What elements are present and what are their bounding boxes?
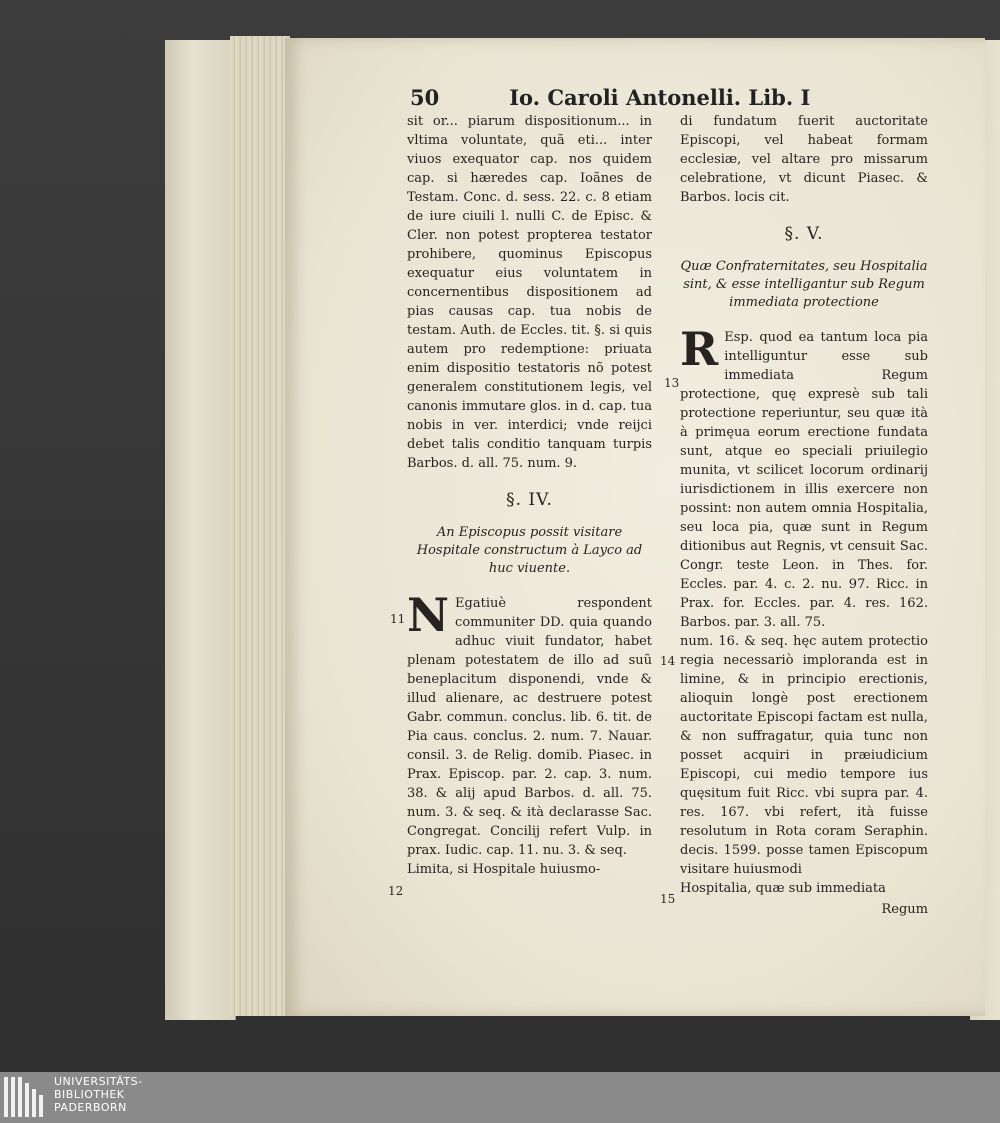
right-column <box>680 112 928 919</box>
margin-number-11: 11 <box>390 612 406 626</box>
book-spine-edge <box>165 40 236 1020</box>
section-heading-iv: §. IV. <box>506 490 553 510</box>
right-paragraph-1: di fundatum fuerit auctoritate Episcopi, vel habeat formam ecclesiæ, vel altare pro missarum celebratione, vt dicunt Piasec. & Barbos. locis cit. <box>680 114 928 205</box>
library-name-line1: UNIVERSITÄTS- <box>54 1075 143 1088</box>
library-name-line3: PADERBORN <box>54 1101 127 1114</box>
section-title-v: Quæ Confraternitates, seu Hospitalia sint, & esse intelligantur sub Regum immediata protectione <box>680 259 928 310</box>
right-paragraph-3: num. 16. & seq. hęc autem protectio regia necessariò imploranda est in limine, & in principio erectionis, alioquin longè post erectionem auctoritate Episcopi factam est nulla, & non suffragatur, quia tunc non posset acquiri in præiudicium Episcopi, cui medio tempore ius quęsitum fuit Ricc. vbi supra par. 4. res. 167. vbi refert, ità fuisse resolutum in Rota coram Seraphin. decis. 1599. posse tamen Episcopum visitare huiusmodi <box>680 634 928 877</box>
library-name-line2: BIBLIOTHEK <box>54 1088 125 1101</box>
left-paragraph-2 <box>407 588 652 860</box>
running-header <box>410 85 811 113</box>
right-paragraph-2 <box>680 322 928 632</box>
dropcap-n: N <box>407 588 450 642</box>
margin-number-13: 13 <box>664 376 680 390</box>
left-paragraph-2-text: Egatiuè respondent communiter DD. quia quando adhuc viuit fundator, habet plenam potestatem de illo ad suũ beneplacitum disponendi, vnde & illud alienare, ac destruere potest Gabr. commun. conclus. lib. 6. tit. de Pia caus. conclus. 2. num. 7. Nauar. consil. 3. de Relig. domib. Piasec. in Prax. Episcop. par. 2. cap. 3. num. 38. & alij apud Barbos. d. all. 75. num. 3. & seq. & ità declarasse Sac. Congregat. Concilij refert Vulp. in prax. Iudic. cap. 11. nu. 3. & seq. <box>407 596 652 858</box>
library-logo-icon <box>4 1077 48 1117</box>
right-paragraph-4: Hospitalia, quæ sub immediata <box>680 881 886 896</box>
margin-number-14: 14 <box>660 654 676 668</box>
running-title: Io. Caroli Antonelli. Lib. I <box>509 85 811 110</box>
catchword: Regum <box>881 902 928 917</box>
right-paragraph-2-text: Esp. quod ea tantum loca pia intelliguntur esse sub immediata Regum protectione, quę expresè sub tali protectione reperiuntur, seu quæ ità à primęua eorum erectione fundata sunt, atque eo speciali priuilegio munita, vt scilicet locorum ordinarij iurisdictionem in illis exercere non possint: non autem omnia Hospitalia, seu loca pia, quæ sunt in Regum ditionibus aut Regnis, vt censuit Sac. Congr. teste Leon. in Thes. for. Eccles. par. 4. c. 2. nu. 97. Ricc. in Prax. for. Eccles. par. 4. res. 162. Barbos. par. 3. all. 75. <box>680 330 928 630</box>
library-name <box>54 1075 143 1114</box>
dropcap-r: R <box>680 322 719 376</box>
page-stack-edge <box>230 36 290 1016</box>
margin-number-12: 12 <box>388 884 404 898</box>
left-paragraph-1: sit or... piarum dispositionum... in vltima voluntate, quã eti... inter viuos exequator cap. nos quidem cap. si hæredes cap. Ioãnes de Testam. Conc. d. sess. 22. c. 8 etiam de iure ciuili l. nulli C. de Episc. & Cler. non potest propterea testator prohibere, quominus Episcopus exequatur eius voluntatem in concernentibus dispositionem ad pias causas cap. tua nobis de testam. Auth. de Eccles. tit. §. si quis autem pro redemptione: priuata enim dispositio testatoris nõ potest generalem constitutionem legis, vel canonis immutare glos. in d. cap. tua nobis in ver. interdici; vnde reijci debet talis conditio tanquam turpis Barbos. d. all. 75. num. 9. <box>407 114 652 471</box>
left-paragraph-3: Limita, si Hospitale huiusmo- <box>407 862 601 877</box>
section-heading-v: §. V. <box>784 224 824 244</box>
page-number: 50 <box>410 85 440 110</box>
margin-number-15: 15 <box>660 892 676 906</box>
left-column <box>407 112 652 879</box>
library-footer <box>0 1072 1000 1123</box>
section-title-iv: An Episcopus possit visitare Hospitale constructum à Layco ad huc viuente. <box>416 525 643 576</box>
